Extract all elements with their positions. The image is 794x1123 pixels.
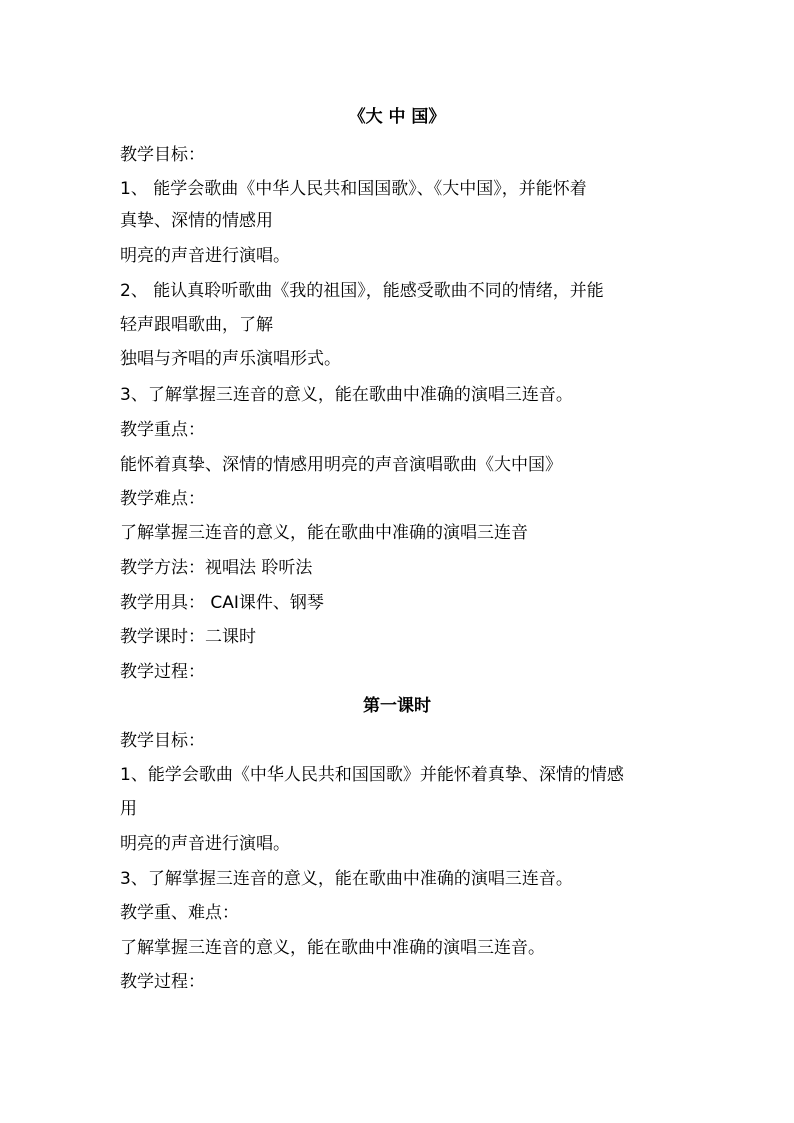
difficulty-heading: 教学难点： xyxy=(120,489,205,509)
teaching-tools: 教学用具： CAI课件、钢琴 xyxy=(120,593,324,613)
lesson-goals-heading: 教学目标： xyxy=(120,731,205,751)
lesson-goal-1-line-1: 1、能学会歌曲《中华人民共和国国歌》并能怀着真挚、深情的情感 xyxy=(120,765,624,785)
goal-1-line-1: 1、 能学会歌曲《中华人民共和国国歌》、《大中国》，并能怀着 xyxy=(120,179,587,199)
difficulty-text: 了解掌握三连音的意义，能在歌曲中准确的演唱三连音 xyxy=(120,523,528,543)
key-points-heading: 教学重点： xyxy=(120,420,205,440)
process-heading: 教学过程： xyxy=(120,662,205,682)
goal-1-line-2: 真挚、深情的情感用 xyxy=(120,211,273,231)
lesson-process-heading: 教学过程： xyxy=(120,972,205,992)
goal-3: 3、了解掌握三连音的意义，能在歌曲中准确的演唱三连音。 xyxy=(120,385,573,405)
key-difficulty-text: 了解掌握三连音的意义，能在歌曲中准确的演唱三连音。 xyxy=(120,938,545,958)
teaching-methods: 教学方法：视唱法 聆听法 xyxy=(120,558,313,578)
lesson-goal-1-line-2: 用 xyxy=(120,799,137,819)
key-difficulty-heading: 教学重、难点： xyxy=(120,903,239,923)
goals-heading: 教学目标： xyxy=(120,145,205,165)
document-title: 《大 中 国》 xyxy=(348,107,446,127)
goal-2-line-3: 独唱与齐唱的声乐演唱形式。 xyxy=(120,349,341,369)
lesson-heading: 第一课时 xyxy=(363,696,431,716)
goal-2-line-2: 轻声跟唱歌曲，了解 xyxy=(120,315,273,335)
goal-2-line-1: 2、 能认真聆听歌曲《我的祖国》，能感受歌曲不同的情绪，并能 xyxy=(120,281,604,301)
key-points-text: 能怀着真挚、深情的情感用明亮的声音演唱歌曲《大中国》 xyxy=(120,455,562,475)
lesson-goal-1-line-3: 明亮的声音进行演唱。 xyxy=(120,834,290,854)
lesson-goal-3: 3、了解掌握三连音的意义，能在歌曲中准确的演唱三连音。 xyxy=(120,869,573,889)
teaching-periods: 教学课时：二课时 xyxy=(120,627,256,647)
goal-1-line-3: 明亮的声音进行演唱。 xyxy=(120,246,290,266)
